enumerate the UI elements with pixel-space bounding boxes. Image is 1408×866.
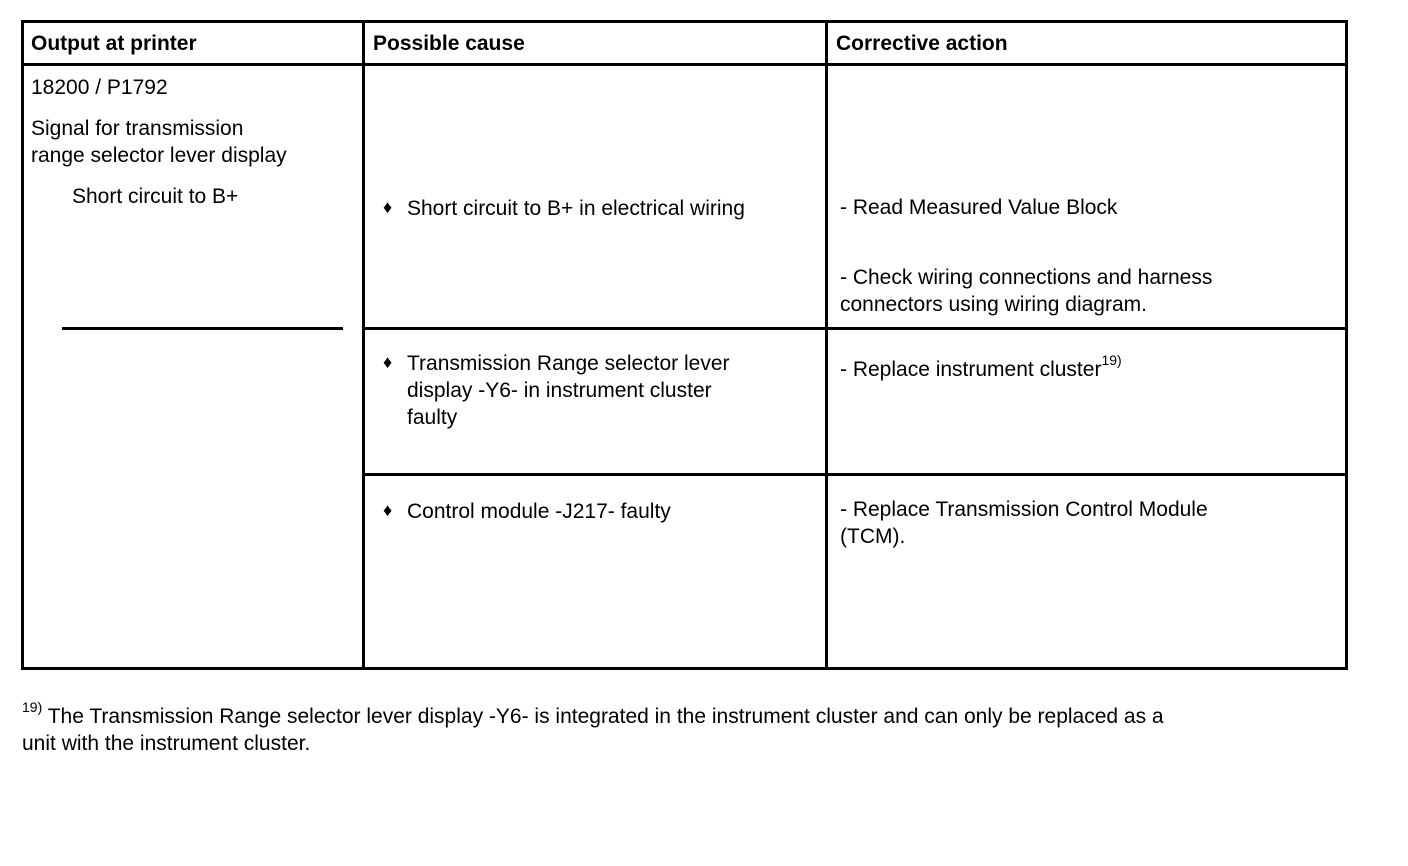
footnote-ref: 19): [1101, 352, 1122, 368]
output-signal-line2: range selector lever display: [31, 144, 287, 167]
column-divider-2: [825, 20, 828, 670]
row1-action-1: - Read Measured Value Block: [840, 196, 1118, 219]
diamond-bullet-icon: ♦: [383, 197, 393, 217]
footnote-line1: [22, 699, 1164, 730]
table-bottom-border: [21, 667, 1348, 670]
table-left-border: [21, 20, 24, 670]
row-divider-1: [362, 327, 1348, 330]
output-fault: Short circuit to B+: [72, 185, 239, 208]
row3-action-1: - Replace Transmission Control Module: [840, 498, 1208, 521]
column-divider-1: [362, 20, 365, 670]
row3-cause: Control module -J217- faulty: [407, 500, 671, 523]
header-action: Corrective action: [836, 32, 1008, 55]
header-cause: Possible cause: [373, 32, 525, 55]
row2-action: [840, 352, 1122, 383]
output-code: 18200 / P1792: [31, 76, 168, 99]
footnote-line2: unit with the instrument cluster.: [22, 732, 311, 755]
diamond-bullet-icon: ♦: [383, 500, 393, 520]
diamond-bullet-icon: ♦: [383, 352, 393, 372]
table-top-border: [21, 20, 1348, 23]
output-signal-line1: Signal for transmission: [31, 117, 244, 140]
table-right-border: [1345, 20, 1348, 670]
row-divider-2: [362, 473, 1348, 476]
row3-action-2: (TCM).: [840, 525, 906, 548]
row1-action-3: connectors using wiring diagram.: [840, 293, 1147, 316]
row2-cause-line3: faulty: [407, 406, 458, 429]
footnote-text-1: The Transmission Range selector lever display -Y6- is integrated in the instrument cluster and can only be replaced as a: [47, 705, 1164, 728]
row2-cause-line2: display -Y6- in instrument cluster: [407, 379, 712, 402]
footnote-marker: 19): [22, 699, 43, 715]
header-output: Output at printer: [31, 32, 197, 55]
output-underline: [62, 327, 343, 330]
row1-action-2: - Check wiring connections and harness: [840, 266, 1213, 289]
row1-cause: Short circuit to B+ in electrical wiring: [407, 197, 745, 220]
row2-cause-line1: Transmission Range selector lever: [407, 352, 730, 375]
header-divider: [21, 63, 1348, 66]
row2-action-text: - Replace instrument cluster: [840, 358, 1102, 381]
